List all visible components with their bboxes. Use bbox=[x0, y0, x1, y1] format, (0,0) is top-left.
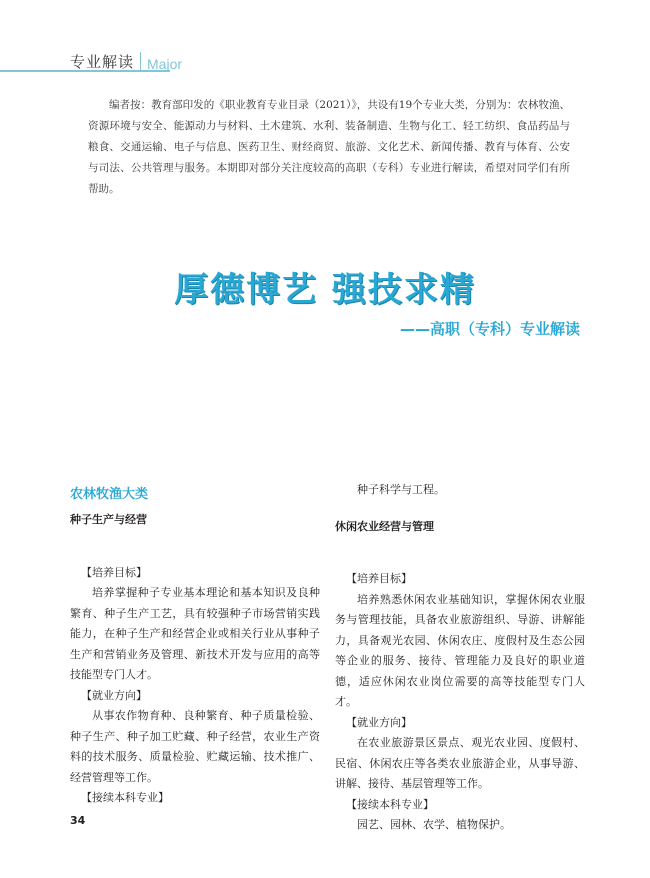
further-study-label: 【接续本科专业】 bbox=[81, 791, 169, 804]
section-title-en: Major bbox=[147, 56, 183, 72]
major-title: 休闲农业经营与管理 bbox=[335, 519, 434, 533]
header-divider bbox=[140, 52, 141, 70]
training-goal-text: 培养熟悉休闲农业基础知识，掌握休闲农业服务与管理技能，具备农业旅游组织、导游、讲解能力，具备观光农园、休闲农庄、度假村及生态公园等企业的服务、接待、管理能力及良好的职业道德，适应休闲农业岗位需要的高等技能型专门人才。 bbox=[335, 592, 585, 708]
section-header bbox=[70, 50, 182, 72]
right-column bbox=[335, 480, 585, 836]
employment-text: 在农业旅游景区景点、观光农业园、度假村、民宿、休闲农庄等各类农业旅游企业，从事导游、讲解、接待、基层管理等工作。 bbox=[335, 736, 585, 790]
further-study-text-continued: 种子科学与工程。 bbox=[357, 483, 445, 496]
further-study-text: 园艺、园林、农学、植物保护。 bbox=[357, 818, 511, 831]
training-goal-label: 【培养目标】 bbox=[81, 565, 147, 579]
employment-label: 【就业方向】 bbox=[81, 688, 147, 702]
editor-note: 编者按：教育部印发的《职业教育专业目录（2021）》，共设有19个专业大类，分别为：农林牧渔、资源环境与安全、能源动力与材料、土木建筑、水利、装备制造、生物与化工、轻工纺织、食品药品与粮食、交通运输、电子与信息、医药卫生、财经商贸、旅游、文化艺术、新闻传播、教育与体育、公安与司法、公共管理与服务。本期即对部分关注度较高的高职（专科）专业进行解读，希望对同学们有所帮助。 bbox=[88, 99, 570, 195]
further-study-label: 【接续本科专业】 bbox=[346, 797, 434, 811]
major-title: 种子生产与经营 bbox=[70, 513, 147, 526]
employment-label: 【就业方向】 bbox=[346, 715, 412, 729]
employment-text: 从事农作物育种、良种繁育、种子质量检验、种子生产、种子加工贮藏、种子经营，农业生产资料的技术服务、质量检验、贮藏运输、技术推广、经营管理等工作。 bbox=[70, 709, 320, 784]
section-title-cn: 专业解读 bbox=[70, 53, 135, 71]
category-title: 农林牧渔大类 bbox=[70, 487, 149, 502]
article-subtitle: ——高职（专科）专业解读 bbox=[399, 320, 580, 338]
page-number: 34 bbox=[70, 814, 86, 827]
training-goal-label: 【培养目标】 bbox=[346, 572, 412, 585]
left-column bbox=[70, 480, 320, 809]
article-title: 厚德博艺 强技求精 bbox=[174, 270, 476, 310]
training-goal-text: 培养掌握种子专业基本理论和基本知识及良种繁育、种子生产工艺，具有较强种子市场营销实践能力，在种子生产和经营企业或相关行业从事种子生产和营销业务及管理、新技术开发与应用的高等技能型专门人才。 bbox=[70, 586, 320, 681]
